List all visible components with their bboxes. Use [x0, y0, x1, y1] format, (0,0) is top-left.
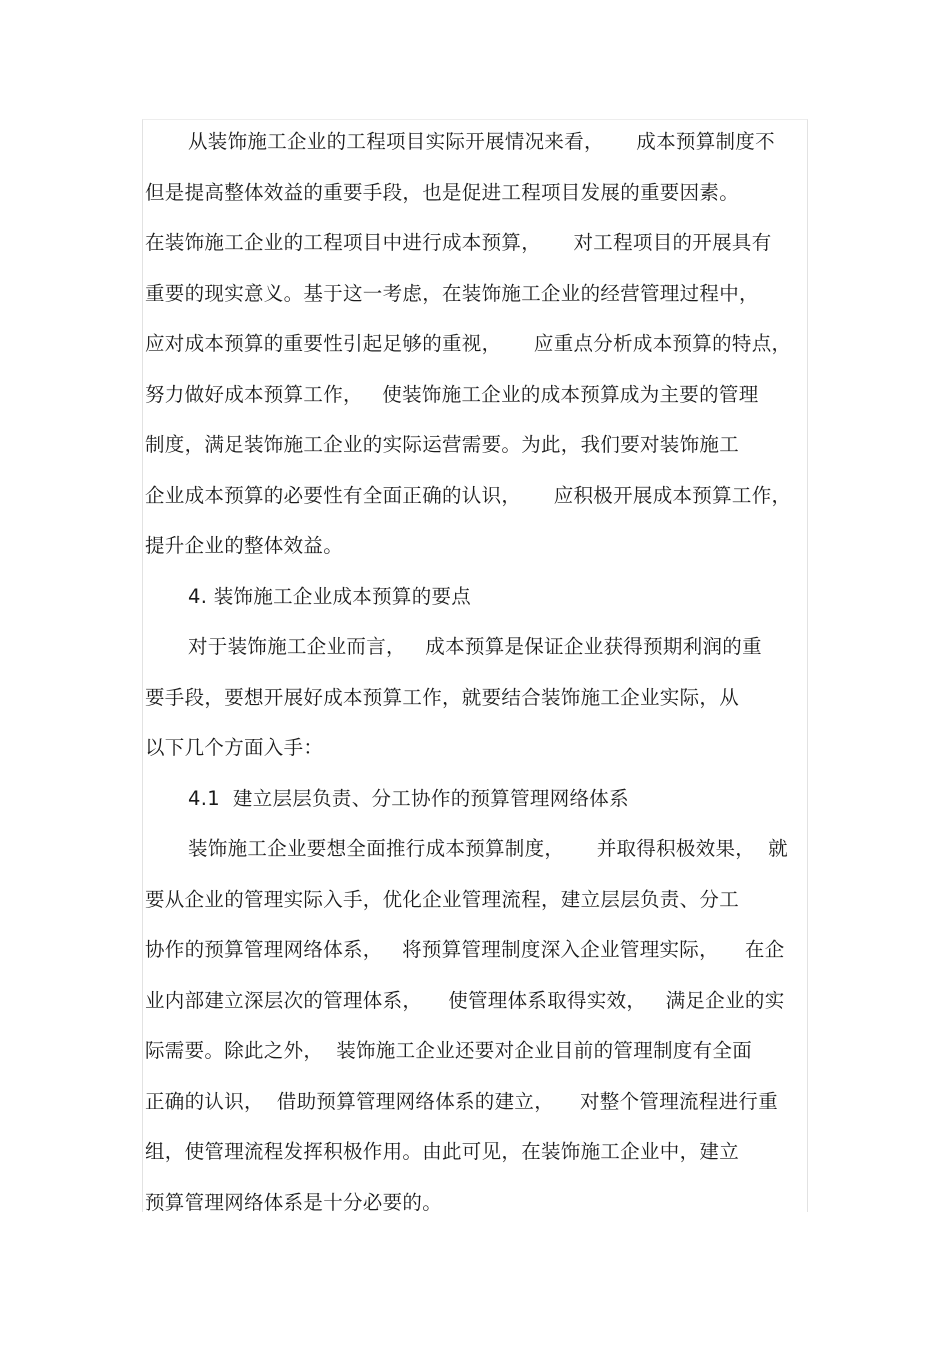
text-line: 以下几个方面入手： [145, 736, 324, 759]
text-line: 但是提高整体效益的重要手段，也是促进工程项目发展的重要因素。 [145, 180, 740, 204]
text-line: 装饰施工企业要想全面推行成本预算制度， 并取得积极效果， 就 [188, 837, 788, 860]
text-line: 提升企业的整体效益。 [145, 534, 344, 557]
text-line: 要手段，要想开展好成本预算工作，就要结合装饰施工企业实际，从 [145, 685, 740, 709]
text-line: 协作的预算管理网络体系， 将预算管理制度深入企业管理实际， 在企 [145, 938, 785, 961]
text-line: 企业成本预算的必要性有全面正确的认识， 应积极开展成本预算工作， [145, 483, 792, 507]
text-line: 要从企业的管理实际入手，优化企业管理流程，建立层层负责、分工 [145, 887, 740, 911]
text-line: 从装饰施工企业的工程项目实际开展情况来看， 成本预算制度不 [188, 130, 775, 153]
text-line: 应对成本预算的重要性引起足够的重视， 应重点分析成本预算的特点， [145, 332, 792, 355]
document-body [145, 117, 807, 1228]
text-line: 对于装饰施工企业而言， 成本预算是保证企业获得预期利润的重 [188, 635, 762, 658]
text-line: 4.1 建立层层负责、分工协作的预算管理网络体系 [188, 786, 629, 810]
text-line: 在装饰施工企业的工程项目中进行成本预算， 对工程项目的开展具有 [145, 231, 772, 254]
text-line: 努力做好成本预算工作， 使装饰施工企业的成本预算成为主要的管理 [145, 382, 759, 406]
text-line: 重要的现实意义。基于这一考虑，在装饰施工企业的经营管理过程中， [145, 281, 759, 305]
text-line: 业内部建立深层次的管理体系， 使管理体系取得实效， 满足企业的实 [145, 988, 785, 1012]
text-line: 制度，满足装饰施工企业的实际运营需要。为此，我们要对装饰施工 [145, 433, 740, 456]
text-line: 4. 装饰施工企业成本预算的要点 [188, 584, 472, 608]
text-line: 预算管理网络体系是十分必要的。 [145, 1190, 443, 1214]
text-line: 正确的认识， 借助预算管理网络体系的建立， 对整个管理流程进行重 [145, 1089, 778, 1113]
text-line: 际需要。除此之外， 装饰施工企业还要对企业目前的管理制度有全面 [145, 1039, 752, 1062]
text-line: 组，使管理流程发挥积极作用。由此可见，在装饰施工企业中，建立 [145, 1140, 740, 1163]
